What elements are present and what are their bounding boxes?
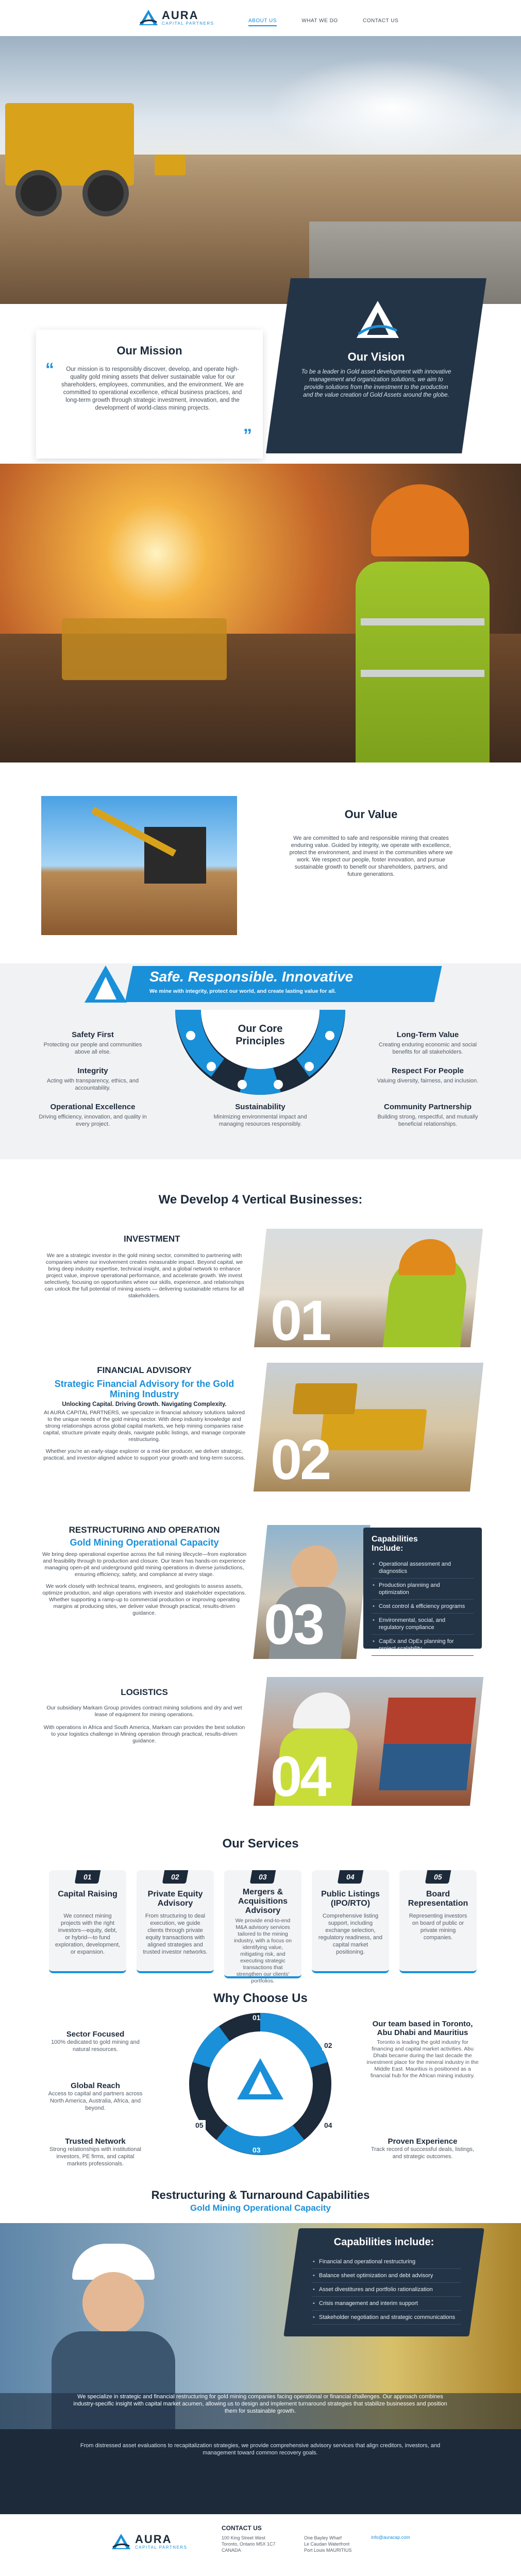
footer-contact-title: CONTACT US [222,2524,262,2532]
principle-title: Community Partnership [383,1103,472,1111]
vertical-text-2: With operations in Africa and South America, Markam can provides the best solution to your logistics challenge in Mining operation through practical, results-driven guidance. [43,1724,245,1744]
principle-safety [36,1030,149,1056]
vertical-number: 04 [271,1745,330,1808]
aura-logo-icon [355,299,401,340]
service-title: Public Listings (IPO/RTO) [321,1890,380,1908]
footer-address [222,2535,276,2553]
vertical-number: 03 [264,1593,323,1656]
vertical-number: 02 [271,1428,330,1492]
principle-title: Long-Term Value [396,1030,459,1039]
why-heading: Why Choose Us [213,1991,308,2005]
capability-item: • Asset divestitures and portfolio rationalization [312,2283,461,2297]
why-title: Trusted Network [65,2137,126,2146]
service-text: Comprehensive listing support, including exchange selection, regulatory readiness, and capital market positioning. [318,1913,383,1955]
aura-logo-icon [82,963,129,1005]
capabilities-title: Capabilities include: [333,2236,434,2248]
service-title: Private Equity Advisory [147,1890,203,1908]
service-text: Representing investors on board of public or private mining companies. [409,1913,467,1941]
worker-sunset-image [0,464,521,762]
why-choose-diagram [188,2012,332,2156]
why-number: 04 [322,2120,334,2130]
principles-center-title: Our Core Principles [236,1023,285,1047]
vertical-title: LOGISTICS [121,1687,168,1697]
vertical-tagline: Unlocking Capital. Driving Growth. Navigating Complexity. [62,1401,227,1408]
why-number: 03 [253,2146,261,2154]
why-item [366,2137,479,2160]
aura-logo-icon [138,9,159,26]
why-text: Toronto is leading the gold industry for financing and capital market activities. Abu Dhabi became during the last decade the investment place for the mineral industry in the Middle East. Mauritius is positioned as a financial hub for the African mining industry. [366,2039,479,2079]
principle-title: Operational Excellence [50,1103,136,1111]
service-text: We provide end-to-end M&A advisory services tailored to the mining industry, with a focus on identifying value, mitigating risk, and executing strategic transactions that strengthen our clients' portfolios. [234,1918,292,1984]
vision-card [268,278,484,453]
verticals-heading: We Develop 4 Vertical Businesses: [158,1193,363,1207]
footer-address-2 [304,2535,352,2553]
vertical-investment [41,1234,247,1299]
vertical-text: We are a strategic investor in the gold mining sector, committed to partnering with companies where our involvement creates measurable impact. Beyond capital, we bring deep industry expertise, technical insight, and a global network to enhance project value, improve operational performance, and accelerate growth. We invest selectively, focusing on opportunities where our skills, experience, and relationships can unlock the full potential of mining assets — delivering sustainable returns for all stakeholders. [44,1252,244,1299]
capability-item: • Stakeholder negotiation and strategic communications [312,2311,461,2325]
principle-title: Sustainability [235,1103,285,1111]
hard-hat-image [371,484,469,556]
footer-address-line: Toronto, Ontario M5X 1C7 [222,2541,276,2547]
service-text: We connect mining projects with the right investors—equity, debt, or hybrid—to fund exploration, development, or expansion. [55,1913,120,1955]
capability-item: • CapEx and OpEx planning for project scalability [372,1635,474,1656]
footer-address-line: CANADA [222,2548,241,2553]
aura-logo-icon [111,2533,131,2550]
principle-respect [371,1066,484,1084]
capabilities-title: Capabilities Include: [372,1535,418,1553]
why-number: 02 [322,2040,334,2050]
principles-banner-sub: We mine with integrity, protect our world, and create lasting value for all. [149,988,336,994]
brand-name: AURA [162,9,199,22]
vertical-restructuring [41,1525,247,1617]
why-text: Strong relationships with institutional investors, PE firms, and capital markets professionals. [49,2146,141,2167]
principle-community [371,1103,484,1128]
why-item [46,2030,144,2053]
principle-title: Respect For People [391,1066,464,1075]
vertical-logistics [41,1687,247,1744]
service-text: From structuring to deal execution, we guide clients through private equity transactions with aligned strategies and trusted investor networks. [143,1913,208,1955]
footer-address-line: One Bayley Wharf [304,2535,342,2540]
vision-text: To be a leader in Gold asset development with innovative management and organization solutions, we aim to provide solutions from the investment to the production and the value creation of Gold Assets around the globe. [301,369,451,398]
service-card[interactable] [137,1870,214,1973]
principles-banner-title: Safe. Responsible. Innovative [149,969,354,985]
restructuring-paragraph: We specialize in strategic and financial restructuring for gold mining companies facing operational or financial challenges. Our approach combines industry-specific insight with capital market acumen, allowing us to design and implement turnaround strategies that stabilize businesses and position them for sustainable growth. [73,2394,447,2414]
service-card[interactable] [312,1870,389,1973]
capability-item: • Financial and operational restructuring [312,2255,461,2269]
vertical-subtitle: Gold Mining Operational Capacity [70,1537,219,1548]
principle-text: Building strong, respectful, and mutually beneficial relationships. [377,1114,478,1127]
service-card[interactable] [224,1870,301,1984]
capabilities-box [363,1528,482,1652]
vertical-title: FINANCIAL ADVISORY [97,1365,192,1375]
why-text: Access to capital and partners across North America, Australia, Africa, and beyond. [48,2091,143,2111]
principle-title: Integrity [77,1066,108,1075]
why-title: Sector Focused [66,2030,125,2039]
principles-diagram [170,1005,350,1113]
service-title: Mergers & Acquisitions Advisory [238,1888,288,1915]
service-card[interactable] [399,1870,477,1973]
why-title: Proven Experience [388,2137,458,2146]
principle-text: Creating enduring economic and social benefits for all stakeholders. [378,1042,477,1055]
vertical-text-2: We work closely with technical teams, engineers, and geologists to assess assets, optimize production, and align operations with investor and stakeholder expectations. Whether supporting a ramp-up to commercial production or improving operating margins at producing sites, we deliver value through practical, results-driven guidance. [42,1583,246,1616]
nav-contact-us[interactable]: CONTACT US [363,18,399,24]
footer-address-line: Le Caudan Waterfront [304,2541,350,2547]
service-title: Board Representation [408,1890,468,1908]
why-item [366,2020,479,2079]
mission-card [36,330,263,459]
mission-title: Our Mission [116,344,182,357]
excavator-image [41,796,237,935]
hero-mining-image [0,36,521,304]
vertical-financial-advisory [41,1365,247,1462]
capability-item: • Crisis management and interim support [312,2297,461,2311]
capability-item: • Cost control & efficiency programs [372,1600,474,1614]
footer-brand-sub: CAPITAL PARTNERS [135,2545,188,2550]
why-text: Track record of successful deals, listings, and strategic outcomes. [371,2146,475,2160]
why-text: 100% dedicated to gold mining and natural resources. [51,2039,140,2053]
capability-item: • Operational assessment and diagnostics [372,1557,474,1579]
brand-logo[interactable] [138,8,215,28]
capability-item: • Production planning and optimization [372,1579,474,1600]
footer-address-line: 100 King Street West [222,2535,265,2540]
site-header [0,0,521,36]
why-number: 01 [253,2013,261,2022]
restructuring-paragraph-2: From distressed asset evaluations to recapitalization strategies, we provide comprehensive advisory services that align creditors, investors, and management toward common recovery goals. [80,2443,441,2456]
why-number: 05 [193,2120,206,2130]
vertical-number: 01 [271,1289,330,1352]
service-number: 03 [250,1870,276,1884]
vertical-text-2: Whether you're an early-stage explorer or a mid-tier producer, we deliver strategic, practical, and investor-aligned advice to support your growth and long-term success. [43,1448,245,1461]
principle-title: Safety First [72,1030,114,1039]
mission-text: Our mission is to responsibly discover, develop, and operate high-quality gold mining assets that deliver sustainable value for our shareholders, employees, communities, and the environment. We are committed to operational excellence, ethical business practices, and long-term growth through strategic investment, innovation, and the development of world-class mining projects. [61,366,244,411]
restructuring-heading: Restructuring & Turnaround Capabilities [151,2189,370,2201]
why-item [46,2137,144,2167]
vertical-title: INVESTMENT [124,1234,180,1244]
close-quote-icon: ” [243,426,252,445]
service-number: 05 [425,1870,451,1884]
footer-brand: AURA [135,2533,172,2546]
vertical-title: RESTRUCTURING AND OPERATION [69,1525,220,1535]
principle-operational-excellence [36,1103,149,1128]
capability-item: • Environmental, social, and regulatory compliance [372,1614,474,1635]
vision-title: Our Vision [347,350,405,363]
principle-text: Valuing diversity, fairness, and inclusion. [377,1078,479,1084]
open-quote-icon: “ [45,360,54,379]
nav-what-we-do[interactable]: WHAT WE DO [301,18,338,24]
footer-email-link[interactable]: info@auracap.com [371,2535,410,2540]
principle-long-term-value [371,1030,484,1056]
footer-address-line: Port Louis MAURITIUS [304,2548,352,2553]
services-heading: Our Services [222,1837,299,1851]
nav-about-us[interactable]: ABOUT US [248,18,277,26]
value-text: We are committed to safe and responsible mining that creates enduring value. Guided by integrity, we operate with excellence, protect the environment, and invest in the communities where we work. We respect our people, foster innovation, and pursue sustainable growth to benefit our shareholders, partners, and future generations. [289,835,453,877]
services-row [49,1870,477,1984]
main-nav [226,15,398,25]
why-item [46,2081,144,2112]
value-title: Our Value [344,808,398,821]
service-title: Capital Raising [58,1890,117,1899]
why-title: Global Reach [71,2081,120,2090]
principle-integrity [36,1066,149,1092]
vertical-text: Our subsidiary Markam Group provides contract mining solutions and dry and wet lease of equipment for mining operations. [46,1705,242,1718]
principle-text: Protecting our people and communities above all else. [43,1042,142,1055]
why-title: Our team based in Toronto, Abu Dhabi and Mauritius [372,2020,473,2037]
vertical-subtitle: Strategic Financial Advisory for the Gold Mining Industry [54,1379,234,1399]
service-number: 04 [338,1870,364,1884]
site-footer [0,2514,521,2576]
brand-subtitle: CAPITAL PARTNERS [162,21,214,26]
principle-text: Acting with transparency, ethics, and accountability. [46,1078,139,1091]
principle-text: Minimizing environmental impact and managing resources responsibly. [213,1114,307,1127]
restructuring-capabilities [291,2228,477,2336]
vertical-text: At AURA CAPITAL PARTNERS, we specialize in financial advisory solutions tailored to the unique needs of the gold mining sector. With deep industry knowledge and strong relationships across global capital markets, we help mining companies raise capital, structure private equity deals, navigate public listings, and manage corporate restructuring. [43,1410,246,1443]
service-number: 01 [75,1870,101,1884]
principle-sustainability [204,1103,317,1128]
service-card[interactable] [49,1870,126,1973]
service-number: 02 [162,1870,189,1884]
restructuring-subheading: Gold Mining Operational Capacity [190,2203,331,2213]
capability-item: • Balance sheet optimization and debt advisory [312,2269,461,2283]
vertical-text: We bring deep operational expertise across the full mining lifecycle—from exploration and feasibility through to production and closure. Our team has hands-on experience managing open-pit and underground gold mining operations in diverse jurisdictions, ensuring efficiency, safety, and compliance at every stage. [42,1551,247,1578]
principle-text: Driving efficiency, innovation, and quality in every project. [39,1114,147,1127]
